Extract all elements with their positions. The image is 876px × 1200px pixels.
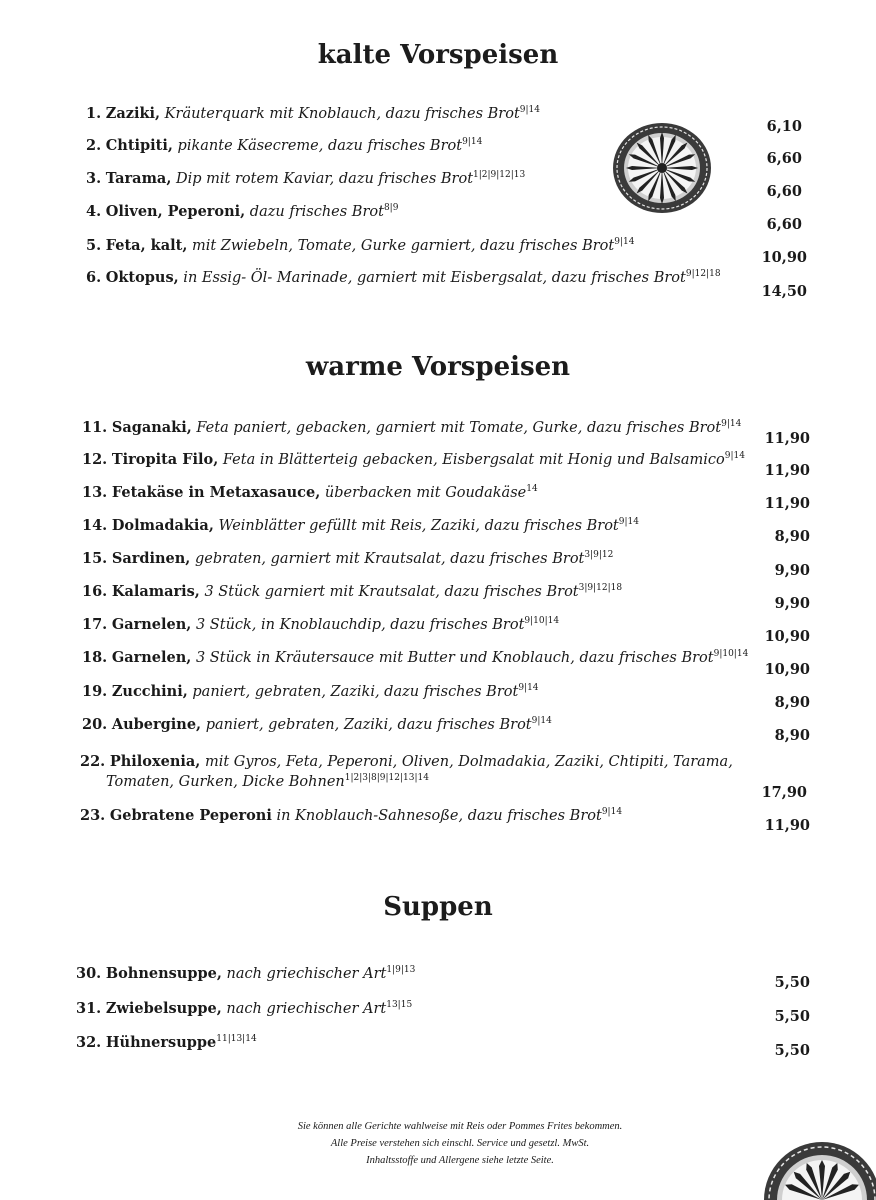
footer-line-side-dish: Sie können alle Gerichte wahlweise mit Reis oder Pommes Frites bekommen. (297, 1121, 623, 1132)
item-description: dazu frisches Brot (245, 204, 384, 220)
item-number: 1. (86, 105, 102, 122)
allergen-codes: 9|14 (531, 716, 552, 727)
item-name: Kalamaris, (111, 583, 200, 600)
allergen-codes: 9|14 (724, 451, 745, 462)
item-price: 10,90 (764, 661, 810, 678)
section-title-suppen: Suppen (383, 892, 493, 922)
item-price: 8,90 (774, 528, 810, 545)
item-description: in Essig- Öl- Marinade, garniert mit Eisbergsalat, dazu frisches Brot (178, 270, 686, 286)
menu-item-17 (82, 615, 559, 635)
menu-item-31 (76, 999, 412, 1019)
item-number: 31. (76, 1000, 102, 1017)
vergina-sun-emblem-corner (762, 1120, 876, 1200)
item-number: 2. (86, 137, 102, 154)
item-name: Tarama, (105, 170, 172, 187)
allergen-codes: 3|9|12|18 (578, 583, 623, 594)
item-price: 6,10 (766, 118, 802, 135)
item-name: Feta, kalt, (105, 237, 188, 254)
item-name: Oliven, Peperoni, (105, 203, 246, 220)
menu-item-16 (82, 582, 622, 602)
item-price: 11,90 (764, 430, 810, 447)
item-number: 15. (82, 550, 108, 567)
menu-item-3 (86, 169, 525, 189)
menu-item-12 (82, 450, 745, 470)
footer-line-allergens: Inhaltsstoffe und Allergene siehe letzte Seite. (366, 1155, 554, 1166)
menu-item-22 (80, 752, 733, 772)
item-price: 6,60 (766, 216, 802, 233)
item-name: Saganaki, (111, 419, 192, 436)
allergen-codes: 1|9|13 (386, 965, 416, 976)
item-description: überbacken mit Goudakäse (320, 485, 527, 501)
item-name: Gebratene Peperoni (109, 807, 272, 824)
item-description: in Knoblauch-Sahnesoße, dazu frisches Brot (271, 808, 602, 824)
item-number: 30. (76, 965, 102, 982)
item-price: 5,50 (774, 1042, 810, 1059)
menu-item-32 (76, 1033, 257, 1053)
menu-item-23 (80, 806, 622, 826)
footer-line-prices: Alle Preise verstehen sich einschl. Service und gesetzl. MwSt. (330, 1138, 590, 1149)
menu-item-4 (86, 202, 398, 222)
item-description: 3 Stück, in Knoblauchdip, dazu frisches Brot (191, 617, 525, 633)
item-description: pikante Käsecreme, dazu frisches Brot (172, 138, 463, 154)
item-description: paniert, gebraten, Zaziki, dazu frisches Brot (201, 717, 532, 733)
allergen-codes: 13|15 (386, 1000, 413, 1011)
item-description: Feta paniert, gebacken, garniert mit Tomate, Gurke, dazu frisches Brot (191, 420, 722, 436)
allergen-codes: 9|14 (618, 517, 639, 528)
item-price: 10,90 (764, 628, 810, 645)
item-name: Tiropita Filo, (111, 451, 219, 468)
item-price: 5,50 (774, 1008, 810, 1025)
item-description: Weinblätter gefüllt mit Reis, Zaziki, dazu frisches Brot (213, 518, 619, 534)
item-number: 22. (80, 753, 106, 770)
item-description: Feta in Blätterteig gebacken, Eisbergsalat mit Honig und Balsamico (218, 452, 725, 468)
item-price: 11,90 (764, 817, 810, 834)
menu-item-15 (82, 549, 613, 569)
allergen-codes: 9|14 (462, 137, 483, 148)
item-number: 32. (76, 1034, 102, 1051)
allergen-codes: 3|9|12 (584, 550, 614, 561)
item-price: 9,90 (774, 562, 810, 579)
allergen-codes: 9|14 (721, 419, 742, 430)
vergina-sun-emblem (612, 122, 712, 214)
allergen-codes: 9|10|14 (713, 649, 749, 660)
item-description: Kräuterquark mit Knoblauch, dazu frisches Brot (160, 106, 520, 122)
item-description: gebraten, garniert mit Krautsalat, dazu frisches Brot (190, 551, 585, 567)
item-name: Garnelen, (111, 649, 192, 666)
item-price: 11,90 (764, 462, 810, 479)
item-number: 16. (82, 583, 108, 600)
item-price: 8,90 (774, 694, 810, 711)
allergen-codes: 14 (526, 484, 538, 495)
item-name: Sardinen, (111, 550, 191, 567)
item-description-line2: Tomaten, Gurken, Dicke Bohnen (106, 774, 345, 790)
allergen-codes: 9|14 (601, 807, 623, 818)
item-description: Dip mit rotem Kaviar, dazu frisches Brot (171, 171, 474, 187)
item-price: 11,90 (764, 495, 810, 512)
item-name: Hühnersuppe (105, 1034, 217, 1051)
item-name: Aubergine, (111, 716, 202, 733)
item-number: 4. (86, 203, 102, 220)
item-description: 3 Stück in Kräutersauce mit Butter und Knoblauch, dazu frisches Brot (191, 650, 714, 666)
allergen-codes: 8|9 (383, 203, 399, 214)
menu-item-30 (76, 964, 415, 984)
allergen-codes: 1|2|3|8|9|12|13|14 (344, 773, 429, 784)
item-number: 23. (80, 807, 106, 824)
item-number: 3. (86, 170, 102, 187)
item-description: nach griechischer Art (221, 1001, 387, 1017)
item-name: Chtipiti, (105, 137, 173, 154)
allergen-codes: 9|14 (519, 105, 541, 116)
menu-item-14 (82, 516, 639, 536)
item-name: Dolmadakia, (111, 517, 214, 534)
item-description: nach griechischer Art (221, 966, 387, 982)
menu-item-13 (82, 483, 538, 503)
item-description: 3 Stück garniert mit Krautsalat, dazu frisches Brot (199, 584, 579, 600)
menu-item-20 (82, 715, 552, 735)
item-price: 5,50 (774, 974, 810, 991)
menu-item-18 (82, 648, 748, 668)
menu-item-22-continued (106, 773, 429, 792)
item-name: Philoxenia, (109, 753, 201, 770)
item-name: Zucchini, (111, 683, 188, 700)
menu-item-5 (86, 236, 634, 256)
menu-item-2 (86, 136, 482, 156)
menu-item-1 (86, 104, 540, 124)
allergen-codes: 9|14 (518, 683, 539, 694)
footer-notes (240, 1118, 680, 1169)
item-price: 17,90 (761, 784, 807, 801)
item-name: Garnelen, (111, 616, 192, 633)
item-number: 20. (82, 716, 108, 733)
item-price: 9,90 (774, 595, 810, 612)
item-price: 10,90 (761, 249, 807, 266)
item-description: mit Zwiebeln, Tomate, Gurke garniert, dazu frisches Brot (187, 238, 615, 254)
item-name: Zwiebelsuppe, (105, 1000, 222, 1017)
item-number: 18. (82, 649, 108, 666)
item-price: 6,60 (766, 150, 802, 167)
section-title-kalte-vorspeisen: kalte Vorspeisen (317, 40, 559, 70)
allergen-codes: 9|14 (614, 237, 635, 248)
menu-item-11 (82, 418, 741, 438)
item-number: 14. (82, 517, 108, 534)
item-number: 19. (82, 683, 108, 700)
item-name: Fetakäse in Metaxasauce, (111, 484, 321, 501)
item-name: Bohnensuppe, (105, 965, 222, 982)
item-price: 8,90 (774, 727, 810, 744)
item-description: paniert, gebraten, Zaziki, dazu frisches Brot (187, 684, 519, 700)
item-number: 17. (82, 616, 108, 633)
allergen-codes: 1|2|9|12|13 (473, 170, 526, 181)
allergen-codes: 11|13|14 (216, 1034, 257, 1045)
menu-item-19 (82, 682, 539, 702)
item-name: Zaziki, (105, 105, 161, 122)
item-number: 13. (82, 484, 108, 501)
item-description: mit Gyros, Feta, Peperoni, Oliven, Dolmadakia, Zaziki, Chtipiti, Tarama, (200, 754, 733, 770)
allergen-codes: 9|10|14 (524, 616, 560, 627)
item-number: 12. (82, 451, 108, 468)
item-name: Oktopus, (105, 269, 179, 286)
item-number: 11. (82, 419, 108, 436)
item-price: 14,50 (761, 283, 807, 300)
item-price: 6,60 (766, 183, 802, 200)
allergen-codes: 9|12|18 (685, 269, 721, 280)
section-title-warme-vorspeisen: warme Vorspeisen (305, 352, 571, 382)
item-number: 6. (86, 269, 102, 286)
menu-item-6 (86, 268, 721, 288)
item-number: 5. (86, 237, 102, 254)
